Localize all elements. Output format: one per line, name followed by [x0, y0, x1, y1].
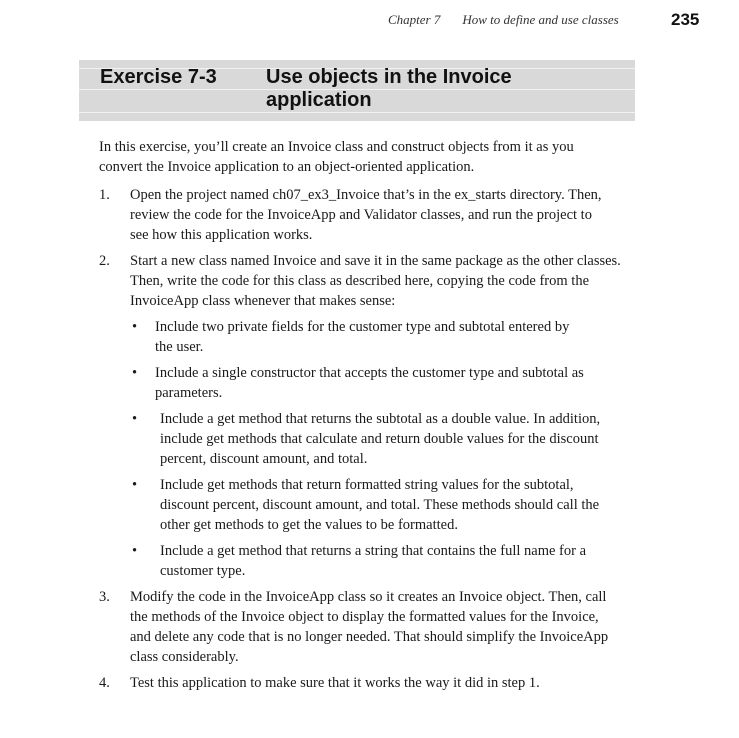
bullet-item: • Include a get method that returns a string that contains the full name for a customer type. [130, 541, 622, 581]
step-item [99, 673, 629, 693]
step-number: 1. [99, 187, 110, 203]
step-number: 2. [99, 253, 110, 269]
steps-list [99, 185, 629, 693]
bullet-item: • Include a get method that returns the subtotal as a double value. In addition, include get methods that calculate and return double values for the discount percent, discount amount, and total. [130, 409, 612, 469]
step-text: Start a new class named Invoice and save it in the same package as the other classes. Then, write the code for this class as described here, copying the code from the InvoiceApp class whenever that makes sense: [130, 253, 621, 309]
step-text: Test this application to make sure that it works the way it did in step 1. [130, 675, 540, 691]
exercise-body [99, 137, 629, 699]
sub-bullets [130, 317, 629, 581]
running-head [388, 12, 619, 28]
page-number: 235 [671, 10, 700, 29]
step-item [99, 185, 629, 245]
step-text: Open the project named ch07_ex3_Invoice that’s in the ex_starts directory. Then, review the code for the InvoiceApp and Validator classes, and run the project to see how this application works. [130, 187, 602, 243]
bullet-item: • Include get methods that return formatted string values for the subtotal, discount percent, discount amount, and total. These methods should call the other get methods to get the values to be formatted. [130, 475, 612, 535]
step-item [99, 251, 629, 581]
step-text: Modify the code in the InvoiceApp class so it creates an Invoice object. Then, call the methods of the Invoice object to display the formatted values for the Invoice, and delete any code that is no longer needed. That should simplify the InvoiceApp class considerably. [130, 589, 609, 665]
chapter-label: Chapter 7 [388, 12, 441, 27]
step-number: 3. [99, 589, 110, 605]
exercise-title: Use objects in the Invoice application [266, 66, 512, 111]
intro-paragraph: In this exercise, you’ll create an Invoice class and construct objects from it as you convert the Invoice application to an object-oriented application. [99, 139, 574, 175]
exercise-header [79, 60, 635, 121]
bullet-item: • Include a single constructor that accepts the customer type and subtotal as parameters. [130, 363, 621, 403]
step-item [99, 587, 629, 667]
section-title: How to define and use classes [462, 12, 619, 27]
step-number: 4. [99, 675, 110, 691]
exercise-number: Exercise 7-3 [100, 66, 217, 88]
bullet-item: • Include two private fields for the customer type and subtotal entered by the user. [130, 317, 580, 357]
